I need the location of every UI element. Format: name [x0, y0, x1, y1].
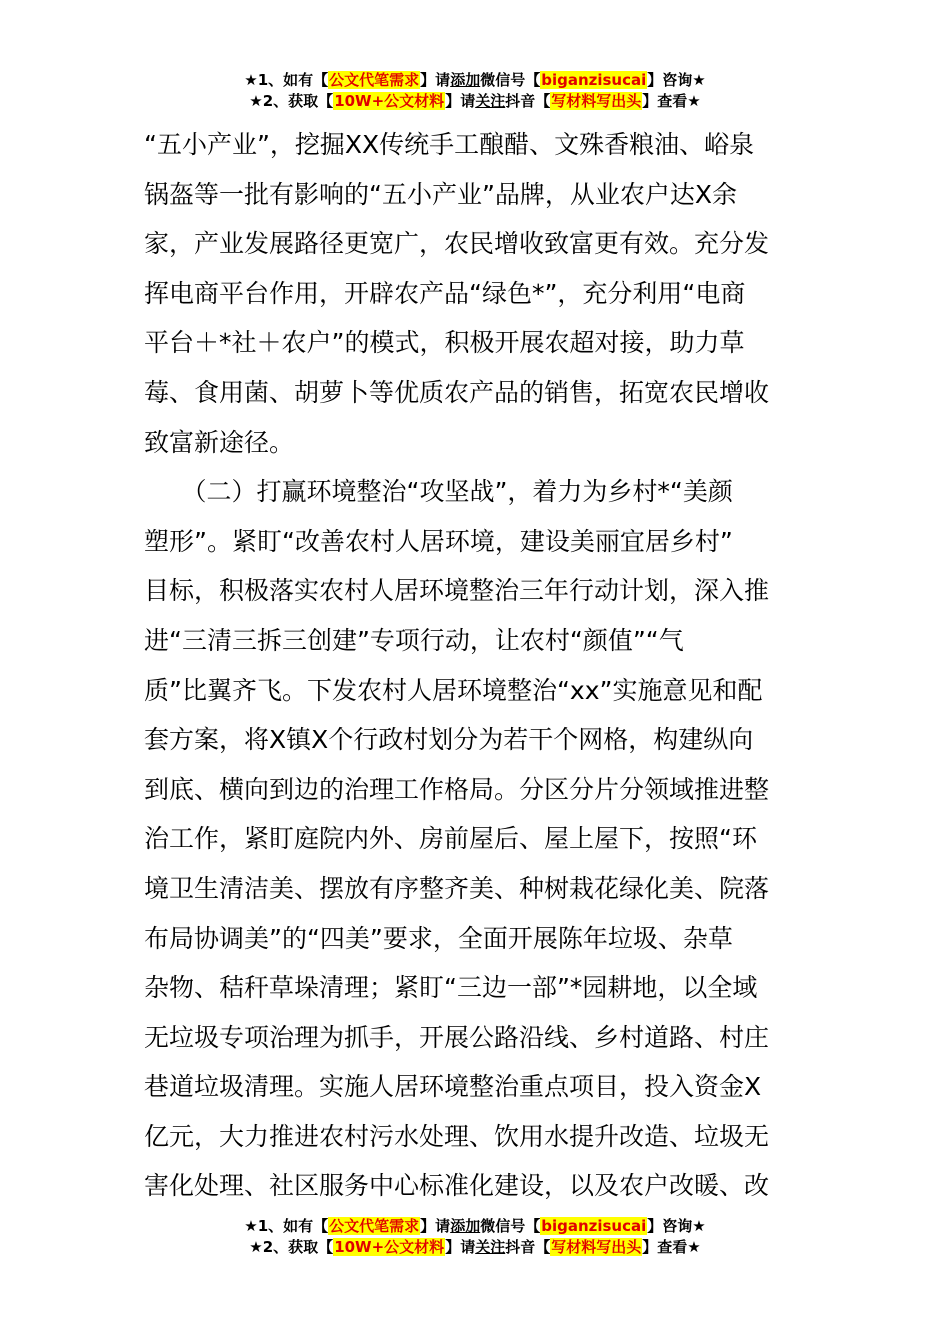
- body-line: 挥电商平台作用，开辟农产品“绿色*”，充分利用“电商: [144, 278, 746, 308]
- body-line: 家，产业发展路径更宽广，农民增收致富更有效。充分发: [144, 229, 770, 259]
- body-line: 致富新途径。: [144, 427, 295, 457]
- body-line: 锅盔等一批有影响的“五小产业”品牌，从业农户达X余: [144, 179, 738, 209]
- body-line: 害化处理、社区服务中心标准化建设，以及农户改暖、改: [144, 1171, 770, 1201]
- banner-text: ★1、如有【: [244, 71, 329, 89]
- body-line: 平台＋*社＋农户”的模式，积极开展农超对接，助力草: [144, 328, 745, 358]
- banner-line-1: [0, 1216, 950, 1237]
- footer-banner: [0, 1216, 950, 1258]
- underlined-text: 添加: [450, 1217, 481, 1235]
- body-line: 治工作，紧盯庭院内外、房前屋后、屋上屋下，按照“环: [144, 824, 757, 854]
- banner-text: 】查看★: [642, 1238, 701, 1256]
- header-banner: [0, 70, 950, 112]
- body-line: 质”比翼齐飞。下发农村人居环境整治“xx”实施意见和配: [144, 675, 763, 705]
- banner-text: ★2、获取【: [249, 1238, 334, 1256]
- banner-text: 】请: [445, 1238, 476, 1256]
- banner-text: 微信号【: [480, 71, 541, 89]
- highlight-text: 写材料写出头: [551, 92, 642, 110]
- body-line: 境卫生清洁美、摆放有序整齐美、种树栽花绿化美、院落: [144, 873, 770, 903]
- banner-line-2: [0, 91, 950, 112]
- highlight-text: 公文代笔需求: [329, 1217, 420, 1235]
- body-line: 亿元，大力推进农村污水处理、饮用水提升改造、垃圾无: [144, 1121, 770, 1151]
- banner-text: 】请: [420, 1217, 451, 1235]
- body-line: 莓、食用菌、胡萝卜等优质农产品的销售，拓宽农民增收: [144, 377, 770, 407]
- banner-text: 】请: [420, 71, 451, 89]
- banner-text: 抖音【: [505, 92, 551, 110]
- highlight-text: 10W+公文材料: [334, 92, 445, 110]
- banner-text: 】查看★: [642, 92, 701, 110]
- highlight-text: 10W+公文材料: [334, 1238, 445, 1256]
- banner-text: 抖音【: [505, 1238, 551, 1256]
- body-line: 目标，积极落实农村人居环境整治三年行动计划，深入推: [144, 576, 770, 606]
- section-heading-line: （二）打赢环境整治“攻坚战”，着力为乡村*“美颜: [144, 477, 733, 507]
- banner-text: 】请: [445, 92, 476, 110]
- underlined-text: 关注: [475, 92, 506, 110]
- banner-line-2: [0, 1237, 950, 1258]
- body-line: 杂物、秸秆草垛清理；紧盯“三边一部”*园耕地，以全域: [144, 973, 758, 1003]
- body-line: 塑形”。紧盯“改善农村人居环境，建设美丽宜居乡村”: [144, 526, 733, 556]
- banner-text: ★2、获取【: [249, 92, 334, 110]
- underlined-text: 添加: [450, 71, 481, 89]
- highlight-text: biganzisucai: [541, 1217, 647, 1235]
- document-body: [144, 120, 810, 1211]
- highlight-text: 写材料写出头: [551, 1238, 642, 1256]
- underlined-text: 关注: [475, 1238, 506, 1256]
- body-line: 套方案，将X镇X个行政村划分为若干个网格，构建纵向: [144, 725, 754, 755]
- banner-text: 】咨询★: [647, 1217, 706, 1235]
- body-line: 布局协调美”的“四美”要求，全面开展陈年垃圾、杂草: [144, 923, 733, 953]
- body-line: 巷道垃圾清理。实施人居环境整治重点项目，投入资金X: [144, 1072, 762, 1102]
- body-line: 到底、横向到边的治理工作格局。分区分片分领域推进整: [144, 774, 770, 804]
- body-line: 进“三清三拆三创建”专项行动，让农村“颜值”“气: [144, 625, 684, 655]
- highlight-text: 公文代笔需求: [329, 71, 420, 89]
- body-line: “五小产业”，挖掘XX传统手工酿醋、文殊香粮油、峪泉: [144, 130, 755, 159]
- highlight-text: biganzisucai: [541, 71, 647, 89]
- banner-text: 】咨询★: [647, 71, 706, 89]
- banner-text: 微信号【: [480, 1217, 541, 1235]
- banner-line-1: [0, 70, 950, 91]
- banner-text: ★1、如有【: [244, 1217, 329, 1235]
- body-line: 无垃圾专项治理为抓手，开展公路沿线、乡村道路、村庄: [144, 1022, 770, 1052]
